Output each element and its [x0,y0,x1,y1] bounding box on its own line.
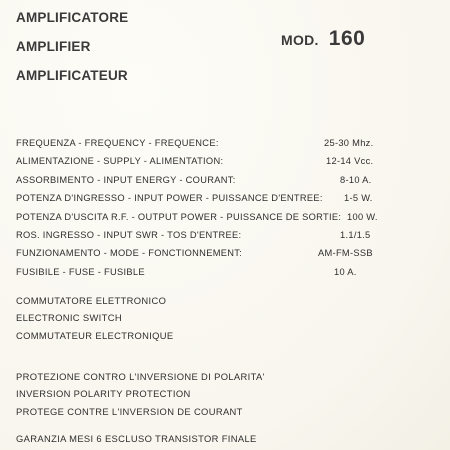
switch-line-english: ELECTRONIC SWITCH [16,312,122,324]
spec-row-input-power [16,191,436,209]
model-designation [281,27,365,51]
protection-line-italian: PROTEZIONE CONTRO L'INVERSIONE DI POLARITA' [16,371,265,382]
spec-value: 10 A. [334,266,357,277]
spec-value: 25-30 Mhz. [324,138,374,148]
protection-line-french: PROTEGE CONTRE L'INVERSION DE COURANT [16,405,243,417]
spec-row-fuse [16,265,436,283]
spec-label: POTENZA D'INGRESSO - INPUT POWER - PUISSANCE D'ENTREE: [16,193,323,204]
spec-label: FUSIBILE - FUSE - FUSIBLE [16,266,145,277]
spec-row-output-power [16,210,436,228]
spec-value: 1-5 W. [344,193,373,204]
title-italian: AMPLIFICATORE [16,10,129,25]
spec-label: ALIMENTAZIONE - SUPPLY - ALIMENTATION: [16,156,224,167]
polarity-protection-block [16,370,265,422]
spec-value: 1.1/1.5 [340,229,371,240]
spec-row-input-swr [16,228,436,246]
spec-label: ROS. INGRESSO - INPUT SWR - TOS D'ENTREE: [16,229,242,240]
model-label: MOD. [281,32,319,48]
spec-label: POTENZA D'USCITA R.F. - OUTPUT POWER - PUISSANCE DE SORTIE: [16,211,342,222]
model-number: 160 [328,27,366,50]
switch-line-french: COMMUTATEUR ELECTRONIQUE [16,329,174,341]
specifications-table [16,136,436,283]
warranty-block [16,432,257,449]
electronic-switch-block [16,294,174,346]
spec-value: 12-14 Vcc. [326,156,374,167]
switch-line-italian: COMMUTATORE ELETTRONICO [16,295,167,306]
title-english: AMPLIFIER [16,39,91,54]
spec-row-input-energy [16,173,436,191]
spec-row-mode [16,246,436,264]
spec-label: ASSORBIMENTO - INPUT ENERGY - COURANT: [16,174,236,185]
spec-row-supply [16,154,436,172]
spec-value: 8-10 A. [340,174,372,185]
spec-label: FUNZIONAMENTO - MODE - FONCTIONNEMENT: [16,248,243,259]
spec-label: FREQUENZA - FREQUENCY - FREQUENCE: [16,138,219,148]
spec-row-frequency [16,136,436,154]
product-titles [16,8,128,95]
title-french: AMPLIFICATEUR [16,68,128,83]
warranty-line: GARANZIA MESI 6 ESCLUSO TRANSISTOR FINALE [16,433,257,444]
protection-line-english: INVERSION POLARITY PROTECTION [16,388,191,400]
spec-value: AM-FM-SSB [318,248,373,259]
spec-value: 100 W. [347,211,378,222]
